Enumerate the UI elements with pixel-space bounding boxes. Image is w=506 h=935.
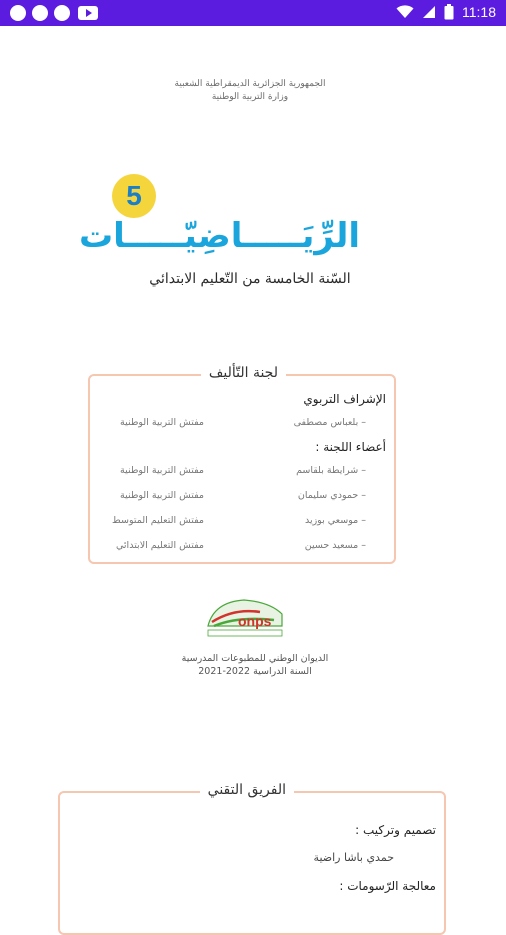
tech-team-title: الفريق التقني [200, 782, 294, 798]
publisher-logo [204, 596, 286, 640]
notification-dot-icon [10, 5, 26, 21]
member-role: مفتش التعليم المتوسط [111, 515, 204, 526]
wifi-icon [396, 5, 414, 19]
school-year: السنة الدراسية 2022-2021 [198, 666, 312, 677]
book-subtitle: السّنة الخامسة من التّعليم الابتدائي [149, 271, 351, 287]
notification-dot-icon [32, 5, 48, 21]
status-left-icons [10, 5, 98, 21]
publisher-info [150, 652, 360, 678]
designer-name: حمدي باشا راضية [313, 851, 394, 864]
member-role: مفتش التعليم الابتدائي [116, 540, 204, 551]
tech-team-box [58, 782, 446, 935]
status-right-icons [396, 4, 496, 20]
member-role: مفتش التربية الوطنية [120, 465, 204, 476]
status-time: 11:18 [462, 4, 496, 20]
youtube-icon [78, 6, 98, 20]
publisher-name: الديوان الوطني للمطبوعات المدرسية [181, 653, 329, 664]
members-label: أعضاء اللجنة : [315, 440, 386, 454]
status-bar [0, 0, 506, 26]
supervisor-name: – بلعباس مصطفى [293, 417, 366, 428]
authors-box [88, 365, 396, 564]
design-label: تصميم وتركيب : [355, 823, 436, 837]
member-name: – موسعي بوزيد [304, 515, 366, 526]
logo-lettering: onps [238, 613, 272, 629]
republic-name: الجمهورية الجزائرية الديمقراطية الشعبية [174, 79, 326, 89]
battery-icon [444, 4, 454, 20]
ministry-name: وزارة التربية الوطنية [211, 92, 289, 102]
member-name: – حمودي سليمان [297, 490, 366, 501]
member-role: مفتش التربية الوطنية [120, 490, 204, 501]
book-title: الرِّيَـــــاضِيّـــــات [79, 216, 360, 256]
book-page[interactable] [0, 26, 506, 900]
authors-box-title: لجنة التّأليف [201, 365, 286, 381]
notification-dot-icon [54, 5, 70, 21]
onps-logo-icon [204, 596, 286, 640]
signal-icon [422, 5, 436, 19]
grade-badge: 5 [112, 174, 156, 218]
member-name: – شرايطة بلقاسم [296, 465, 366, 476]
ministry-header [150, 78, 350, 104]
supervision-label: الإشراف التربوي [303, 392, 386, 406]
member-name: – مسعيد حسين [304, 540, 366, 551]
supervisor-role: مفتش التربية الوطنية [120, 417, 204, 428]
drawings-label: معالجة الرّسومات : [339, 879, 436, 893]
